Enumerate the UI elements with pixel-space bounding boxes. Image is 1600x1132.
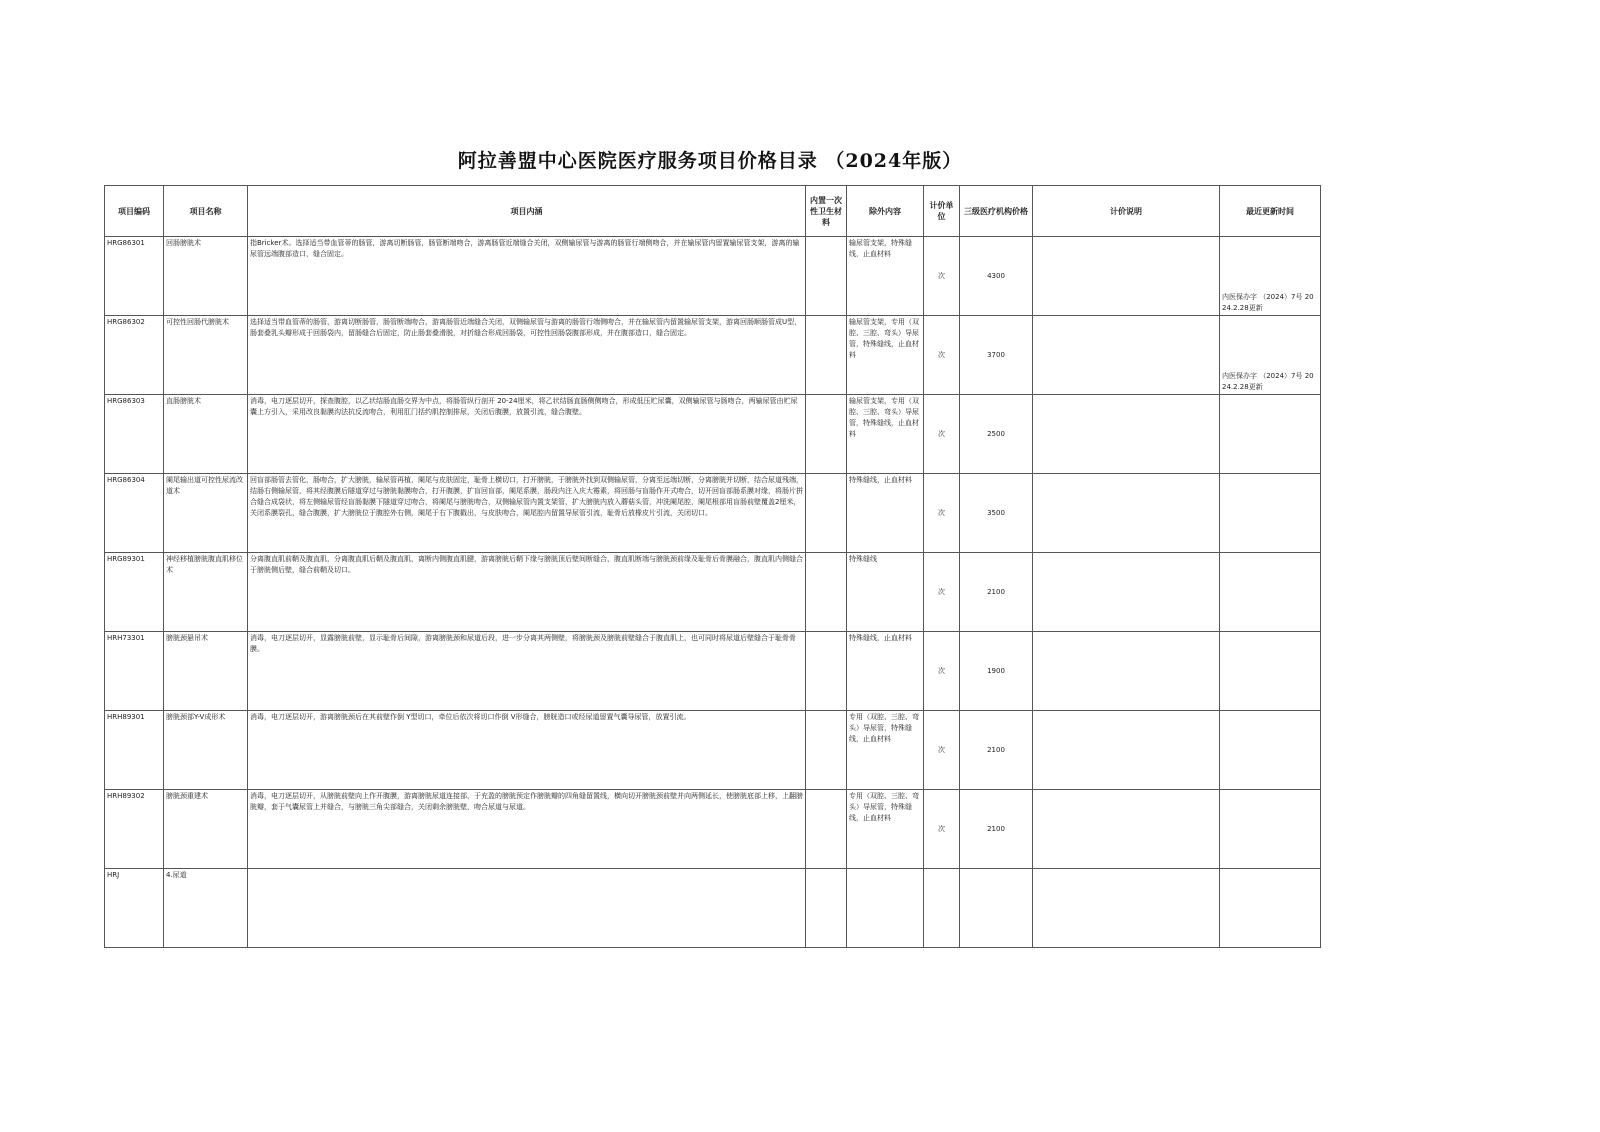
cell-unit: 次 — [924, 553, 960, 632]
cell-pricing-note — [1033, 316, 1220, 395]
cell-unit: 次 — [924, 632, 960, 711]
cell-content: 消毒，电刀逐层切开，探查腹腔，以乙状结肠直肠交界为中点，将肠管纵行剖开 20-24厘米，将乙状结肠直肠侧侧吻合，形成低压贮尿囊，双侧输尿管与肠吻合，两输尿管由贮尿囊上方引入，采用改良黏膜沟法抗反流吻合，利用肛门括约肌控制排尿，关闭后腹膜，放置引流，缝合腹壁。 — [248, 395, 806, 474]
cell-disposable — [806, 395, 847, 474]
cell-unit: 次 — [924, 711, 960, 790]
cell-unit: 次 — [924, 237, 960, 316]
page-title: 阿拉善盟中心医院医疗服务项目价格目录 （2024年版） — [457, 150, 963, 172]
price-table — [104, 185, 1321, 948]
table-row — [105, 553, 1321, 632]
cell-excluded: 专用（双腔、三腔、弯头）导尿管，特殊缝线，止血材料 — [847, 711, 924, 790]
header-price: 三级医疗机构价格 — [960, 186, 1033, 237]
header-content: 项目内涵 — [248, 186, 806, 237]
cell-code: HRG86301 — [105, 237, 164, 316]
cell-unit: 次 — [924, 316, 960, 395]
cell-content — [248, 869, 806, 948]
cell-code: HRH73301 — [105, 632, 164, 711]
cell-name: 直肠膀胱术 — [164, 395, 248, 474]
cell-excluded: 特殊缝线 — [847, 553, 924, 632]
table-row — [105, 790, 1321, 869]
cell-price: 2500 — [960, 395, 1033, 474]
cell-name: 可控性回肠代膀胱术 — [164, 316, 248, 395]
cell-code: HRH89302 — [105, 790, 164, 869]
cell-name: 膀胱颈部Y-V成形术 — [164, 711, 248, 790]
cell-pricing-note — [1033, 632, 1220, 711]
header-name: 项目名称 — [164, 186, 248, 237]
cell-pricing-note — [1033, 395, 1220, 474]
cell-name: 神经移植膀胱腹直肌移位术 — [164, 553, 248, 632]
cell-code: HRG86303 — [105, 395, 164, 474]
cell-code: HRG89301 — [105, 553, 164, 632]
cell-disposable — [806, 632, 847, 711]
cell-price: 1900 — [960, 632, 1033, 711]
cell-updated — [1220, 553, 1321, 632]
cell-excluded: 特殊缝线，止血材料 — [847, 632, 924, 711]
cell-updated — [1220, 395, 1321, 474]
header-code: 项目编码 — [105, 186, 164, 237]
cell-disposable — [806, 474, 847, 553]
cell-code: HRG86304 — [105, 474, 164, 553]
cell-excluded: 输尿管支架，专用（双腔、三腔、弯头）导尿管，特殊缝线，止血材料 — [847, 395, 924, 474]
cell-code: HRH89301 — [105, 711, 164, 790]
header-unit: 计价单位 — [924, 186, 960, 237]
table-row — [105, 474, 1321, 553]
table-header-row — [105, 186, 1321, 237]
cell-price: 2100 — [960, 553, 1033, 632]
cell-pricing-note — [1033, 711, 1220, 790]
cell-disposable — [806, 790, 847, 869]
cell-excluded: 输尿管支架，专用（双腔、三腔、弯头）导尿管，特殊缝线，止血材料 — [847, 316, 924, 395]
cell-updated — [1220, 474, 1321, 553]
header-excluded: 除外内容 — [847, 186, 924, 237]
cell-excluded: 输尿管支架，特殊缝线，止血材料 — [847, 237, 924, 316]
header-disposable: 内置一次性卫生材料 — [806, 186, 847, 237]
cell-name: 膀胱颈重建术 — [164, 790, 248, 869]
cell-updated — [1220, 711, 1321, 790]
table-row — [105, 711, 1321, 790]
header-pricing-note: 计价说明 — [1033, 186, 1220, 237]
cell-disposable — [806, 553, 847, 632]
cell-unit: 次 — [924, 474, 960, 553]
cell-pricing-note — [1033, 474, 1220, 553]
cell-updated — [1220, 790, 1321, 869]
cell-name: 膀胱颈悬吊术 — [164, 632, 248, 711]
cell-unit — [924, 869, 960, 948]
cell-name: 4.尿道 — [164, 869, 248, 948]
cell-excluded: 特殊缝线，止血材料 — [847, 474, 924, 553]
cell-price: 4300 — [960, 237, 1033, 316]
cell-code: HRJ — [105, 869, 164, 948]
cell-price — [960, 869, 1033, 948]
cell-content: 消毒，电刀逐层切开，从膀胱前壁向上作开腹膜，游离膀胱尿道连接部，于充盈的膀胱预定作膀胱瓣的四角缝留置线，横向切开膀胱颈前壁并向两侧延长，使膀胱底部上移，上翻膀胱瓣，套于气囊尿管上并缝合，与膀胱三角尖部缝合，关闭剩余膀胱壁，吻合尿道与尿道。 — [248, 790, 806, 869]
cell-pricing-note — [1033, 553, 1220, 632]
cell-updated — [1220, 632, 1321, 711]
cell-pricing-note — [1033, 869, 1220, 948]
cell-pricing-note — [1033, 237, 1220, 316]
cell-updated: 内医保办字 （2024）7号 2024.2.28更新 — [1220, 316, 1321, 395]
cell-content: 回盲部肠管去管化，肠吻合，扩大膀胱，输尿管再植，阑尾与皮肤固定，耻骨上横切口，打开膀胱，于膀胱外找到双侧输尿管，分离至远端切断，分离膀胱并切断，结合尿道残端，结肠右侧输尿管，将其经腹膜后隧道穿过与膀胱黏膜吻合，打开腹膜，扩盲回盲部，阑尾系膜，肠段内注入庆大霉素，将回肠与盲肠作开式吻合，切开回盲部肠系膜对缘，将肠片拼合缝合成袋状，将左侧输尿管经盲肠黏膜下隧道穿过吻合，将阑尾与膀胱吻合，双侧输尿管内置支架管，扩大膀胱内放入蘑菇头管，冲洗阑尾腔，阑尾根部用盲肠前壁覆盖2厘米，关闭系膜裂孔，缝合腹膜，扩大膀胱位于腹腔外右侧，阑尾于右下腹戳出，与皮肤吻合，阑尾腔内留置导尿管引流，耻骨后放橡皮片引流，关闭切口。 — [248, 474, 806, 553]
table-row — [105, 869, 1321, 948]
cell-content: 指Bricker术。选择适当带血管蒂的肠管，游离切断肠管，肠管断端吻合，游离肠管近端缝合关闭，双侧输尿管与游离的肠管行端侧吻合，并在输尿管内留置输尿管支架，游离的输尿管远端腹部造口，缝合固定。 — [248, 237, 806, 316]
cell-content: 分离腹直肌前鞘及腹直肌，分离腹直肌后鞘及腹直肌，离断内侧腹直肌腱，游离膀胱后鞘下缘与膀胱顶后壁间断缝合，腹直肌断端与膀胱颈前缘及耻骨后骨膜融合，腹直肌内侧缝合于膀胱侧后壁，缝合前鞘及切口。 — [248, 553, 806, 632]
cell-unit: 次 — [924, 790, 960, 869]
cell-content: 选择适当带血管蒂的肠管，游离切断肠管，肠管断端吻合，游离肠管近端缝合关闭，双侧输尿管与游离的肠管行端侧吻合，并在输尿管内留置输尿管支架，游离回肠顺肠管成U型，肠套叠乳头瓣形成于回肠袋内，留肠缝合后固定，防止肠套叠滑脱，对折缝合形成回肠袋，可控性回肠袋腹部形成，并在腹部造口，缝合固定。 — [248, 316, 806, 395]
cell-name: 阑尾输出道可控性尿流改道术 — [164, 474, 248, 553]
cell-updated: 内医保办字 （2024）7号 2024.2.28更新 — [1220, 237, 1321, 316]
table-row — [105, 316, 1321, 395]
cell-updated — [1220, 869, 1321, 948]
cell-disposable — [806, 316, 847, 395]
table-row — [105, 237, 1321, 316]
cell-price: 2100 — [960, 711, 1033, 790]
cell-excluded — [847, 869, 924, 948]
table-row — [105, 395, 1321, 474]
table-row — [105, 632, 1321, 711]
cell-name: 回肠膀胱术 — [164, 237, 248, 316]
cell-disposable — [806, 869, 847, 948]
cell-price: 3500 — [960, 474, 1033, 553]
cell-content: 消毒，电刀逐层切开，显露膀胱前壁，显示耻骨后间隙，游离膀胱颈和尿道后段，进一步分离其两侧壁，将膀胱颈及膀胱前壁缝合于腹直肌上，也可同时将尿道后壁缝合于耻骨骨膜。 — [248, 632, 806, 711]
cell-pricing-note — [1033, 790, 1220, 869]
header-updated: 最近更新时间 — [1220, 186, 1321, 237]
cell-content: 消毒，电刀逐层切开，游离膀胱颈后在其前壁作倒 Y型切口，牵位后依次将切口作倒 V形缝合，膀胱造口或经尿道留置气囊导尿管，放置引流。 — [248, 711, 806, 790]
cell-excluded: 专用（双腔、三腔、弯头）导尿管，特殊缝线，止血材料 — [847, 790, 924, 869]
cell-code: HRG86302 — [105, 316, 164, 395]
cell-unit: 次 — [924, 395, 960, 474]
cell-price: 3700 — [960, 316, 1033, 395]
cell-price: 2100 — [960, 790, 1033, 869]
cell-disposable — [806, 711, 847, 790]
cell-disposable — [806, 237, 847, 316]
